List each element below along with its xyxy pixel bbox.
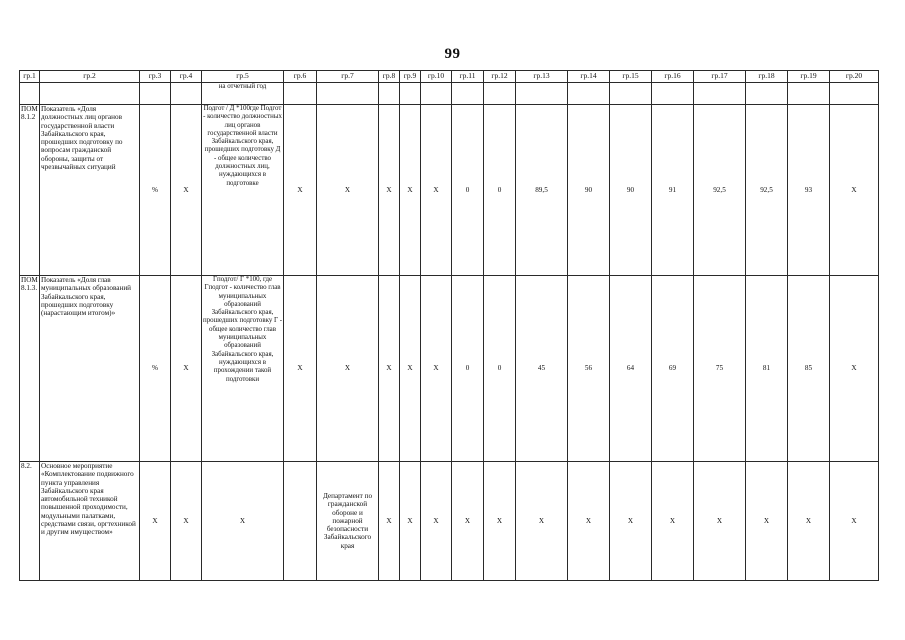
table-cell: X — [421, 462, 452, 581]
table-cell: X — [830, 105, 879, 276]
indicator-name: Основное мероприятие «Комплектование подвижного пункта управления Забайкальского края автомобильной техникой повышенной проходимости, модульными палатками, средствами связи, оргтехникой и другим имуществом» — [40, 462, 140, 581]
table-cell: X — [400, 105, 421, 276]
table-cell — [284, 462, 317, 581]
unit-cell: X — [140, 462, 171, 581]
indicator-name: Показатель «Доля должностных лиц органов государственной власти Забайкальского края, прошедших подготовку по вопросам гражданской обороны, защиты от чрезвычайных ситуаций — [40, 105, 140, 276]
value-cell: X — [516, 462, 568, 581]
table-cell: X — [171, 462, 202, 581]
value-cell: 90 — [610, 105, 652, 276]
table-row — [20, 462, 879, 581]
table-cell — [746, 83, 788, 105]
table-cell: 0 — [484, 276, 516, 462]
value-cell: 85 — [788, 276, 830, 462]
table-cell: X — [400, 462, 421, 581]
value-cell: 45 — [516, 276, 568, 462]
page-number: 99 — [444, 46, 461, 62]
col-header: гр.6 — [284, 71, 317, 83]
value-cell: X — [746, 462, 788, 581]
col-header: гр.18 — [746, 71, 788, 83]
table-cell: X — [452, 462, 484, 581]
table-cell: X — [379, 105, 400, 276]
formula-cell: X — [202, 462, 284, 581]
continuation-row — [20, 83, 879, 105]
table-cell: X — [484, 462, 516, 581]
table-cell — [830, 83, 879, 105]
table-row — [20, 276, 879, 462]
table-cell — [317, 83, 379, 105]
value-cell: X — [568, 462, 610, 581]
col-header: гр.9 — [400, 71, 421, 83]
col-header: гр.10 — [421, 71, 452, 83]
value-cell: 91 — [652, 105, 694, 276]
table-cell — [568, 83, 610, 105]
col-header: гр.19 — [788, 71, 830, 83]
table-cell — [421, 83, 452, 105]
row-code: ПОМ 8.1.2 — [20, 105, 40, 276]
table-cell: X — [830, 462, 879, 581]
table-cell: 0 — [452, 276, 484, 462]
col-header: гр.13 — [516, 71, 568, 83]
table-cell: 0 — [452, 105, 484, 276]
table-cell — [484, 83, 516, 105]
table-cell: X — [317, 276, 379, 462]
value-cell: X — [788, 462, 830, 581]
unit-cell: % — [140, 105, 171, 276]
value-cell: 92,5 — [746, 105, 788, 276]
col-header: гр.3 — [140, 71, 171, 83]
col-header: гр.7 — [317, 71, 379, 83]
table-cell: X — [830, 276, 879, 462]
table-cell — [140, 83, 171, 105]
table-cell — [694, 83, 746, 105]
table-cell: X — [171, 276, 202, 462]
col-header: гр.5 — [202, 71, 284, 83]
table-cell: 0 — [484, 105, 516, 276]
value-cell: 93 — [788, 105, 830, 276]
col-header: гр.14 — [568, 71, 610, 83]
table-cell: X — [379, 276, 400, 462]
responsible-cell: Департамент по гражданской обороне и пожарной безопасности Забайкальского края — [317, 462, 379, 581]
table-cell: X — [421, 105, 452, 276]
table-cell — [284, 83, 317, 105]
table-cell: X — [421, 276, 452, 462]
row-code: ПОМ 8.1.3. — [20, 276, 40, 462]
table-row — [20, 105, 879, 276]
table-cell — [40, 83, 140, 105]
col-header: гр.4 — [171, 71, 202, 83]
value-cell: 69 — [652, 276, 694, 462]
unit-cell: % — [140, 276, 171, 462]
table-cell — [788, 83, 830, 105]
formula-cell: Подгот / Д *100где Подгот - количество должностных лиц органов государственной власти Забайкальского края, прошедших подготовку Д - общее количество должностных лиц, нуждающихся в подготовке — [202, 105, 284, 276]
col-header: гр.2 — [40, 71, 140, 83]
table-cell — [20, 83, 40, 105]
table-cell — [171, 83, 202, 105]
value-cell: 90 — [568, 105, 610, 276]
table-cell — [610, 83, 652, 105]
col-header: гр.20 — [830, 71, 879, 83]
table-cell: X — [171, 105, 202, 276]
table-cell: X — [400, 276, 421, 462]
col-header: гр.12 — [484, 71, 516, 83]
value-cell: 75 — [694, 276, 746, 462]
col-header: гр.15 — [610, 71, 652, 83]
table-cell — [379, 83, 400, 105]
header-row — [20, 71, 879, 83]
row-code: 8.2. — [20, 462, 40, 581]
col-header: гр.17 — [694, 71, 746, 83]
table-cell — [400, 83, 421, 105]
indicators-table — [19, 70, 879, 581]
value-cell: X — [652, 462, 694, 581]
table-cell: X — [317, 105, 379, 276]
value-cell: 89,5 — [516, 105, 568, 276]
col-header: гр.1 — [20, 71, 40, 83]
value-cell: X — [694, 462, 746, 581]
formula-cell: на отчетный год — [202, 83, 284, 105]
value-cell: 56 — [568, 276, 610, 462]
indicator-name: Показатель «Доля глав муниципальных образований Забайкальского края, прошедших подготовку (нарастающим итогом)» — [40, 276, 140, 462]
table-cell: X — [284, 276, 317, 462]
table-cell: X — [284, 105, 317, 276]
value-cell: 64 — [610, 276, 652, 462]
value-cell: 81 — [746, 276, 788, 462]
col-header: гр.8 — [379, 71, 400, 83]
value-cell: X — [610, 462, 652, 581]
table-cell: X — [379, 462, 400, 581]
formula-cell: Гподгот/ Г *100, где Гподгот - количество глав муниципальных образований Забайкальского края, прошедших подготовку Г - общее количество глав муниципальных образований Забайкальского края, нуждающихся в прохождении такой подготовки — [202, 276, 284, 462]
table-cell — [652, 83, 694, 105]
value-cell: 92,5 — [694, 105, 746, 276]
col-header: гр.11 — [452, 71, 484, 83]
table-cell — [516, 83, 568, 105]
col-header: гр.16 — [652, 71, 694, 83]
table-cell — [452, 83, 484, 105]
